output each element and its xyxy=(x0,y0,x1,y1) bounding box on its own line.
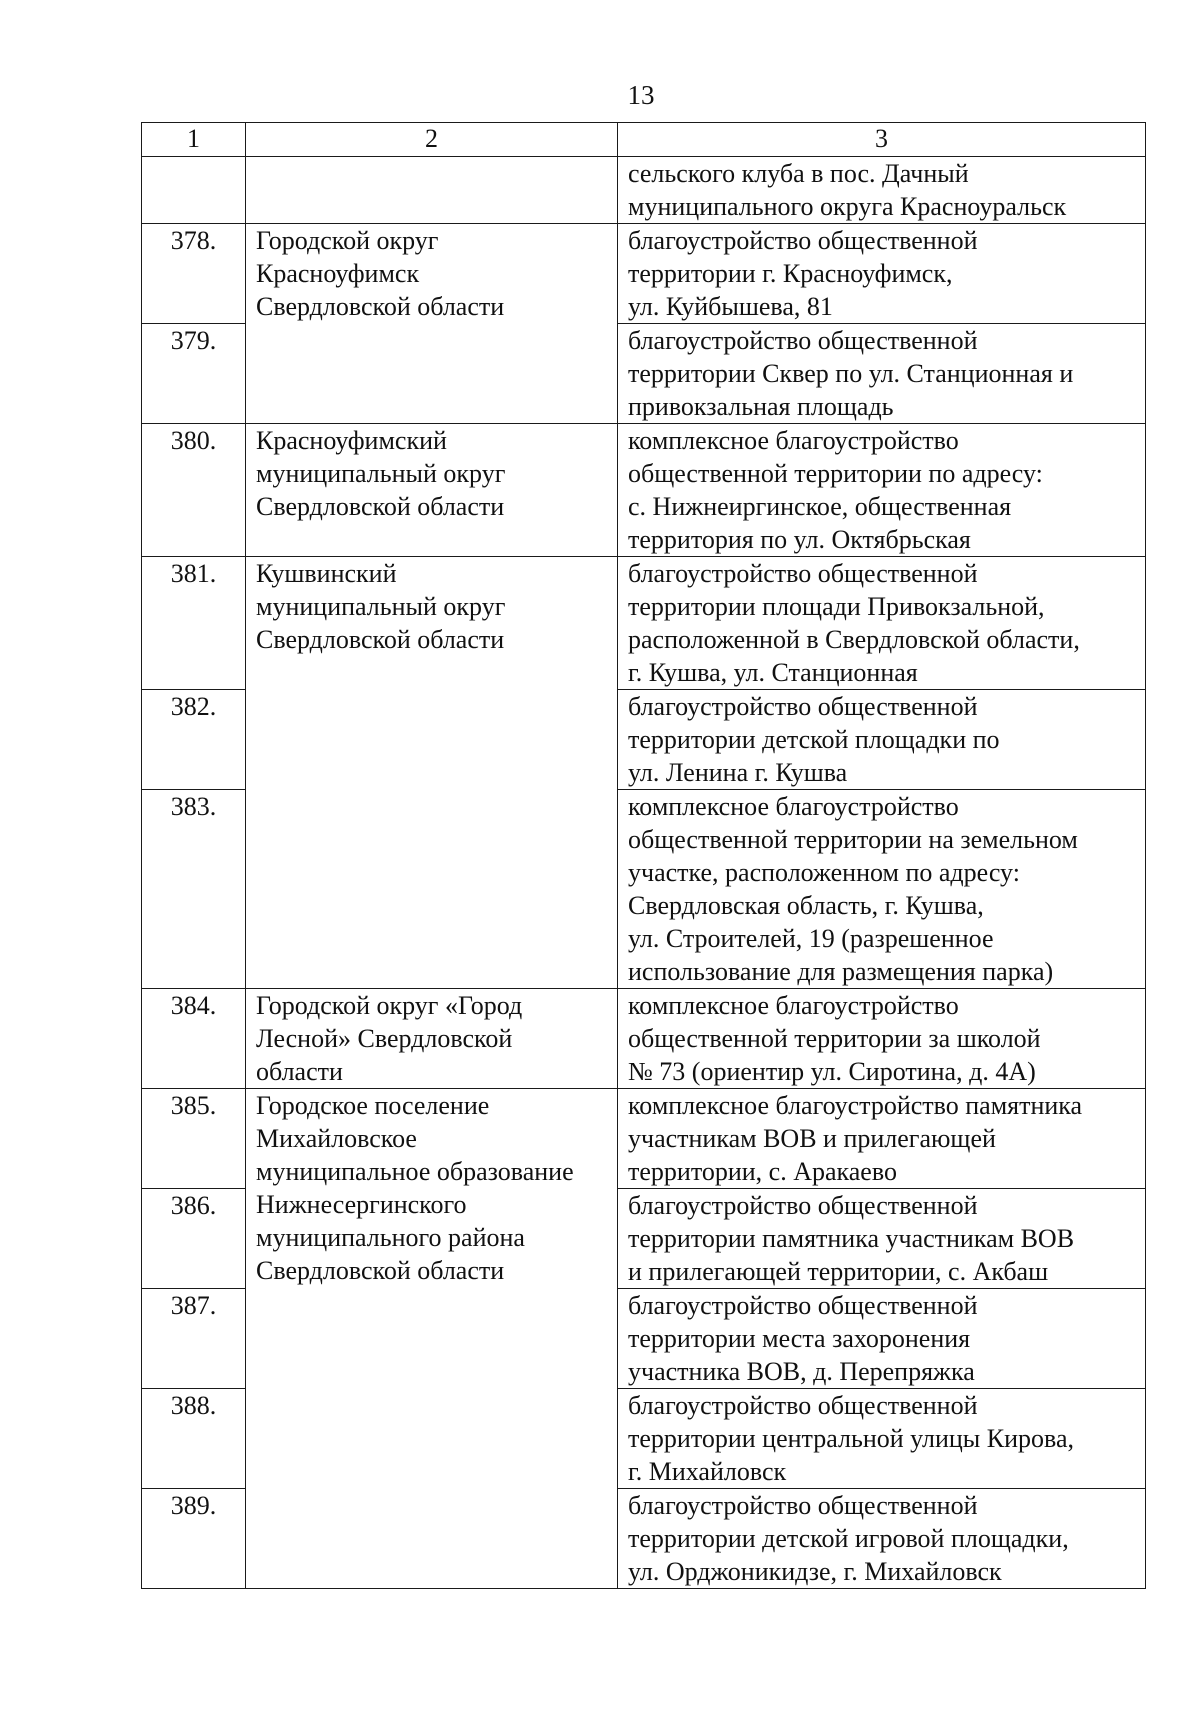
column-header-1: 1 xyxy=(142,123,246,157)
object-description: благоустройство общественной территории детской игровой площадки, ул. Орджоникидзе, г. Михайловск xyxy=(618,1489,1146,1589)
table-header-row xyxy=(142,123,1146,157)
object-description: благоустройство общественной территории центральной улицы Кирова, г. Михайловск xyxy=(618,1389,1146,1489)
object-description: комплексное благоустройство общественной территории за школой № 73 (ориентир ул. Сиротина, д. 4А) xyxy=(618,989,1146,1089)
table-row xyxy=(142,989,1146,1089)
column-header-2: 2 xyxy=(246,123,618,157)
object-description: благоустройство общественной территории Сквер по ул. Станционная и привокзальная площадь xyxy=(618,324,1146,424)
row-number: 382. xyxy=(142,690,246,790)
object-description: благоустройство общественной территории площади Привокзальной, расположенной в Свердловской области, г. Кушва, ул. Станционная xyxy=(618,557,1146,690)
row-number: 383. xyxy=(142,790,246,989)
object-description: сельского клуба в пос. Дачный муниципального округа Красноуральск xyxy=(618,157,1146,224)
row-number: 388. xyxy=(142,1389,246,1489)
object-description: благоустройство общественной территории памятника участникам ВОВ и прилегающей территории, с. Акбаш xyxy=(618,1189,1146,1289)
object-description: благоустройство общественной территории детской площадки по ул. Ленина г. Кушва xyxy=(618,690,1146,790)
object-description: благоустройство общественной территории г. Красноуфимск, ул. Куйбышева, 81 xyxy=(618,224,1146,324)
municipality-name: Городской округ Красноуфимск Свердловской области xyxy=(246,224,618,424)
objects-table xyxy=(141,122,1146,1589)
column-header-3: 3 xyxy=(618,123,1146,157)
page-number: 13 xyxy=(627,80,655,110)
row-number: 380. xyxy=(142,424,246,557)
row-number: 384. xyxy=(142,989,246,1089)
table-row xyxy=(142,224,1146,324)
object-description: комплексное благоустройство общественной территории на земельном участке, расположенном по адресу: Свердловская область, г. Кушва, ул. Строителей, 19 (разрешенное использование для размещения парка) xyxy=(618,790,1146,989)
table-row xyxy=(142,424,1146,557)
row-number: 389. xyxy=(142,1489,246,1589)
municipality-name: Городской округ «Город Лесной» Свердловской области xyxy=(246,989,618,1089)
row-number-cell xyxy=(142,157,246,224)
table-row-continuation xyxy=(142,157,1146,224)
municipality-name: Красноуфимский муниципальный округ Свердловской области xyxy=(246,424,618,557)
municipality-cell xyxy=(246,157,618,224)
object-description: комплексное благоустройство общественной территории по адресу: с. Нижнеиргинское, общественная территория по ул. Октябрьская xyxy=(618,424,1146,557)
row-number: 378. xyxy=(142,224,246,324)
municipality-name: Городское поселение Михайловское муниципальное образование Нижнесергинского муниципального района Свердловской области xyxy=(246,1089,618,1589)
object-description: комплексное благоустройство памятника участникам ВОВ и прилегающей территории, с. Аракаево xyxy=(618,1089,1146,1189)
table-row xyxy=(142,557,1146,690)
row-number: 385. xyxy=(142,1089,246,1189)
row-number: 381. xyxy=(142,557,246,690)
object-description: благоустройство общественной территории места захоронения участника ВОВ, д. Перепряжка xyxy=(618,1289,1146,1389)
row-number: 386. xyxy=(142,1189,246,1289)
table-row xyxy=(142,1089,1146,1189)
row-number: 379. xyxy=(142,324,246,424)
row-number: 387. xyxy=(142,1289,246,1389)
municipality-name: Кушвинский муниципальный округ Свердловской области xyxy=(246,557,618,989)
